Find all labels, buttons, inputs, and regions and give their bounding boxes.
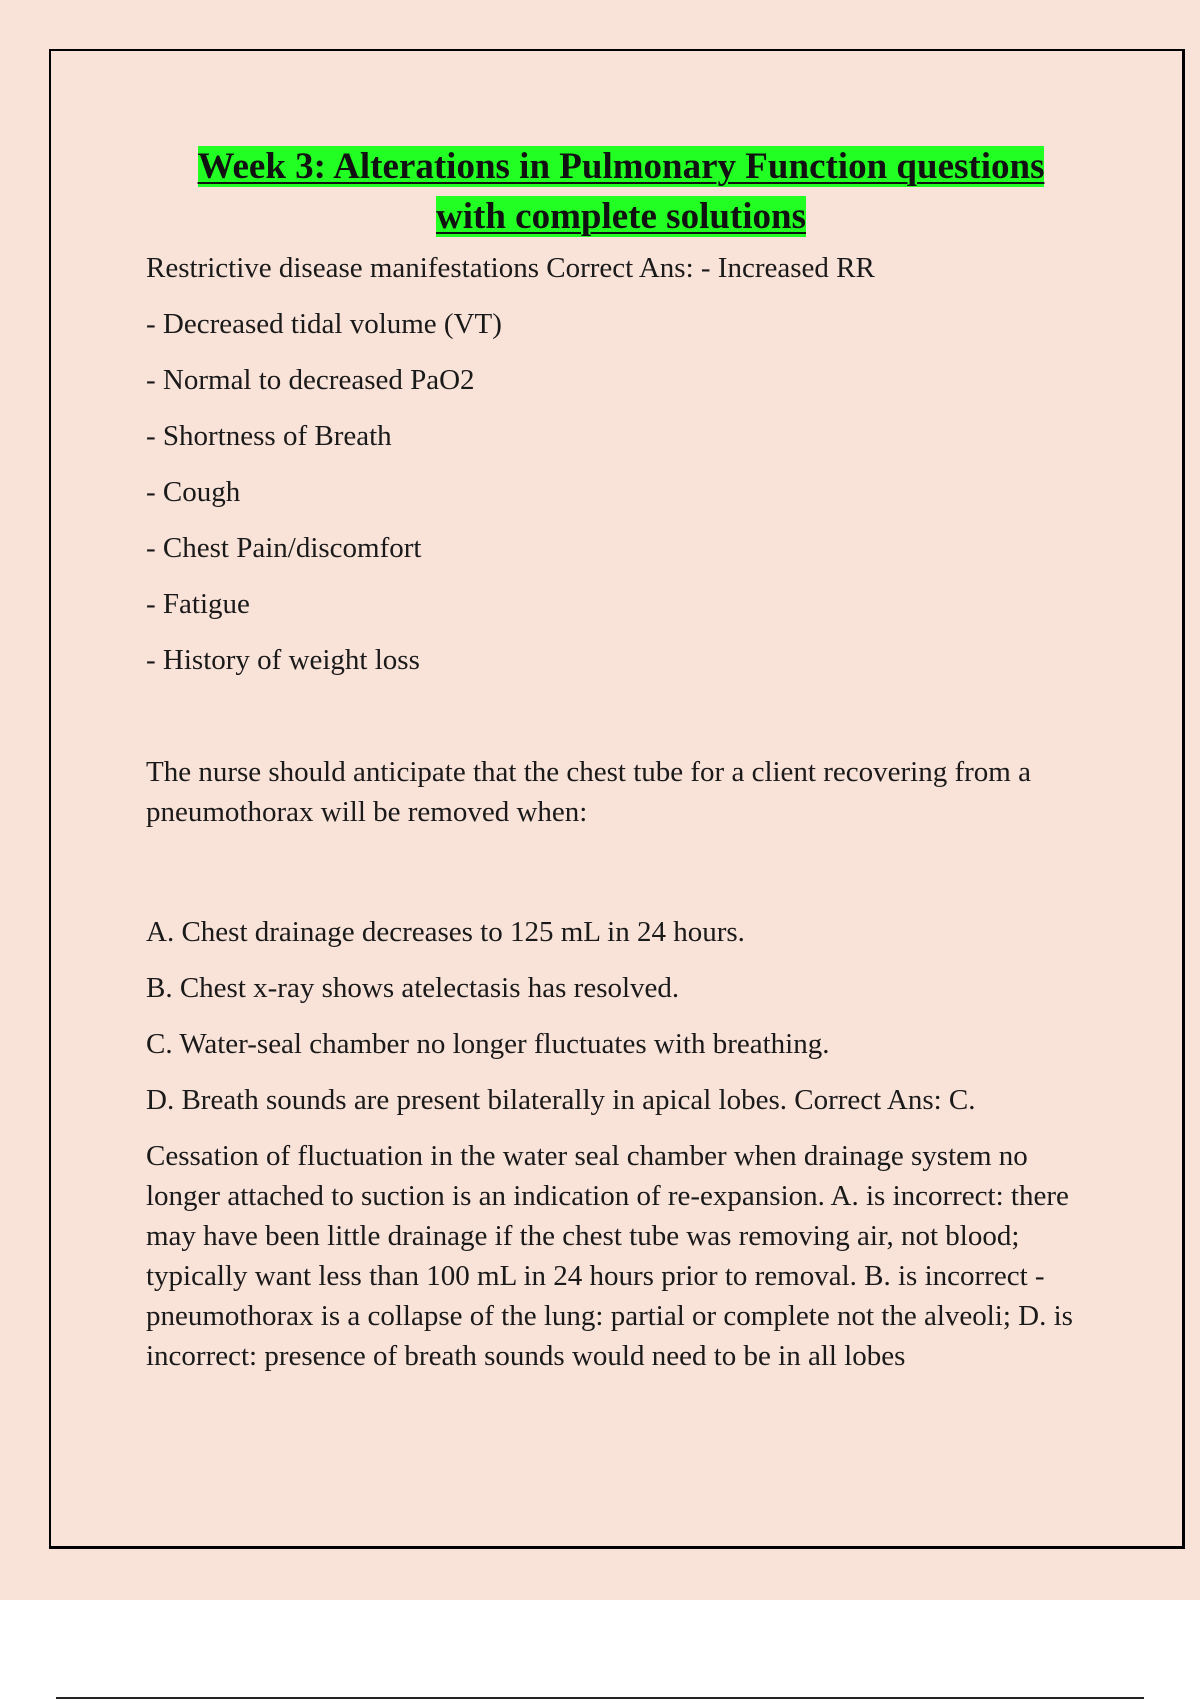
- q1-answer-item: - Fatigue: [146, 588, 250, 620]
- q1-answer-item: - Shortness of Breath: [146, 420, 392, 452]
- document-content: [146, 142, 1096, 1376]
- page-title: [146, 142, 1096, 242]
- q1-answer-item: - Decreased tidal volume (VT): [146, 308, 502, 340]
- q1-answer-item: - History of weight loss: [146, 644, 420, 676]
- q1-answer-item: - Cough: [146, 476, 241, 508]
- title-line-1: Week 3: Alterations in Pulmonary Function questions: [197, 146, 1045, 187]
- q2-option-d: D. Breath sounds are present bilaterally in apical lobes. Correct Ans: C.: [146, 1084, 976, 1116]
- spacer: [146, 696, 1096, 752]
- q2-option-a: A. Chest drainage decreases to 125 mL in 24 hours.: [146, 916, 745, 948]
- q1-answer-item: - Normal to decreased PaO2: [146, 364, 475, 396]
- q2-explanation: Cessation of fluctuation in the water seal chamber when drainage system no longer attached to suction is an indication of re-expansion. A. is incorrect: there may have been little drainage if the chest tube was removing air, not blood; typically want less than 100 mL in 24 hours prior to removal. B. is incorrect - pneumothorax is a collapse of the lung: partial or complete not the alveoli; D. is incorrect: presence of breath sounds would need to be in all lobes: [146, 1140, 1073, 1372]
- q2-option-c: C. Water-seal chamber no longer fluctuates with breathing.: [146, 1028, 830, 1060]
- q1-answer-item: - Chest Pain/discomfort: [146, 532, 422, 564]
- q2-question: The nurse should anticipate that the chest tube for a client recovering from a pneumothorax will be removed when:: [146, 756, 1031, 828]
- footer-divider: [56, 1697, 1144, 1699]
- q1-question: Restrictive disease manifestations Correct Ans: - Increased RR: [146, 252, 875, 284]
- spacer: [146, 832, 1096, 912]
- title-line-2: with complete solutions: [436, 196, 806, 237]
- q2-option-b: B. Chest x-ray shows atelectasis has resolved.: [146, 972, 680, 1004]
